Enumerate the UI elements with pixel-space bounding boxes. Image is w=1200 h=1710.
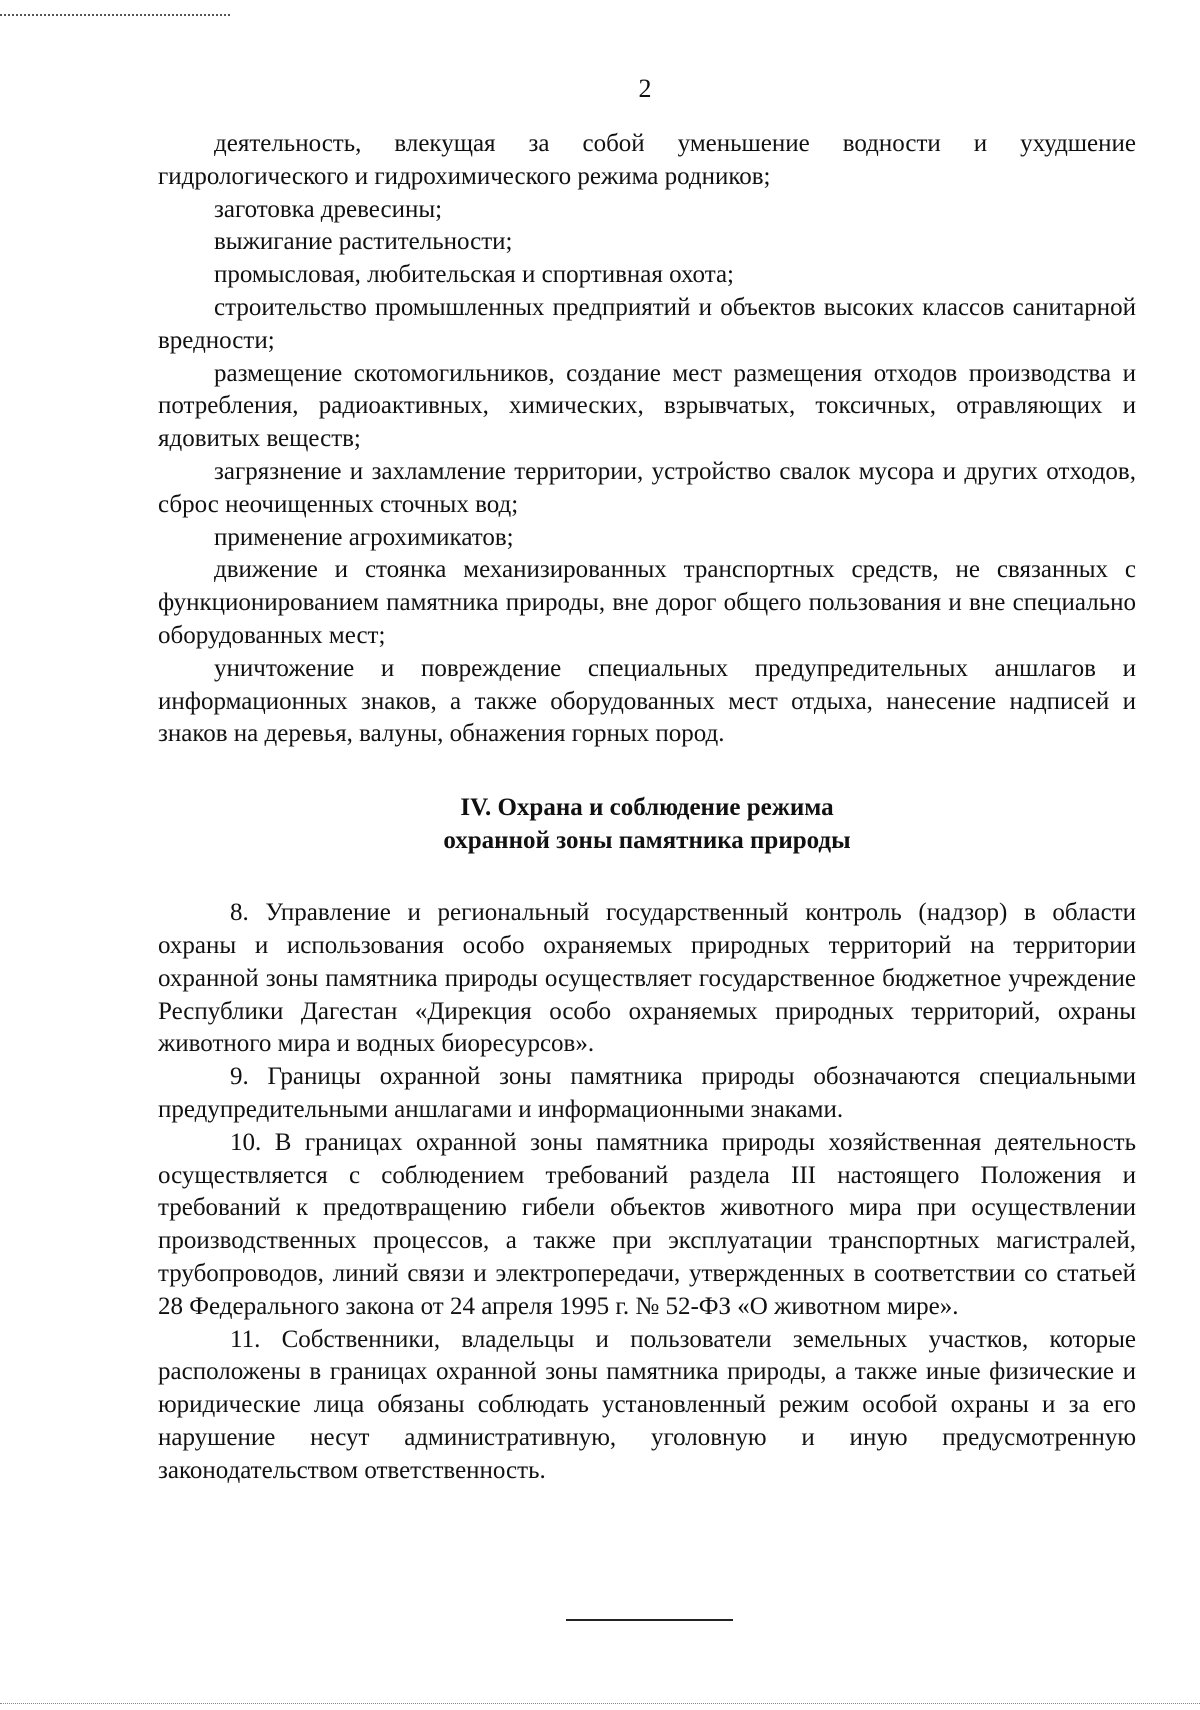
list-item: деятельность, влекущая за собой уменьшение водности и ухудшение гидрологического и гидрохимического режима родников;: [158, 130, 1136, 190]
list-item: промысловая, любительская и спортивная охота;: [214, 261, 734, 289]
paragraph-8: 8. Управление и региональный государственный контроль (надзор) в области охраны и использования особо охраняемых природных территорий на территории охранной зоны памятника природы осуществляет государственное бюджетное учреждение Республики Дагестан «Дирекция особо охраняемых природных территорий, охраны животного мира и водных биоресурсов».: [158, 899, 1136, 1058]
scan-artifact-bottom: [0, 1703, 1200, 1704]
scan-artifact-top: [0, 14, 230, 16]
list-item: заготовка древесины;: [214, 195, 443, 223]
list-item: уничтожение и повреждение специальных предупредительных аншлагов и информационных знаков, а также оборудованных мест отдыха, нанесение надписей и знаков на деревья, валуны, обнажения горных пород.: [158, 654, 1136, 748]
document-body: [158, 128, 1136, 1487]
list-item: размещение скотомогильников, создание мест размещения отходов производства и потребления, радиоактивных, химических, взрывчатых, токсичных, отравляющих и ядовитых веществ;: [158, 359, 1136, 453]
paragraph-11: 11. Собственники, владельцы и пользователи земельных участков, которые расположены в границах охранной зоны памятника природы, а также иные физические и юридические лица обязаны соблюдать установленный режим особой охраны и за его нарушение несут административную, уголовную и иную предусмотренную законодательством ответственность.: [158, 1325, 1136, 1484]
prohibited-activities-list: [158, 128, 1136, 751]
paragraph-9: 9. Границы охранной зоны памятника природы обозначаются специальными предупредительными аншлагами и информационными знаками.: [158, 1063, 1136, 1123]
paragraph-10: 10. В границах охранной зоны памятника природы хозяйственная деятельность осуществляется с соблюдением требований раздела III настоящего Положения и требований к предотвращению гибели объектов животного мира при осуществлении производственных процессов, а также при эксплуатации транспортных магистралей, трубопроводов, линий связи и электропередачи, утвержденных в соответствии со статьей 28 Федерального закона от 24 апреля 1995 г. № 52-ФЗ «О животном мире».: [158, 1128, 1136, 1320]
end-divider: [566, 1619, 733, 1621]
page-number: 2: [638, 74, 652, 103]
list-item: загрязнение и захламление территории, устройство свалок мусора и других отходов, сброс неочищенных сточных вод;: [158, 457, 1136, 518]
list-item: движение и стоянка механизированных транспортных средств, не связанных с функционированием памятника природы, вне дорог общего пользования и вне специально оборудованных мест;: [158, 556, 1136, 649]
list-item: строительство промышленных предприятий и объектов высоких классов санитарной вредности;: [158, 293, 1136, 354]
list-item: применение агрохимикатов;: [214, 523, 514, 551]
section-title-line-1: IV. Охрана и соблюдение режима: [460, 794, 834, 822]
list-item: выжигание растительности;: [214, 228, 513, 256]
numbered-paragraphs: [158, 897, 1136, 1487]
section-heading: [158, 791, 1136, 857]
section-title-line-2: охранной зоны памятника природы: [443, 827, 851, 855]
